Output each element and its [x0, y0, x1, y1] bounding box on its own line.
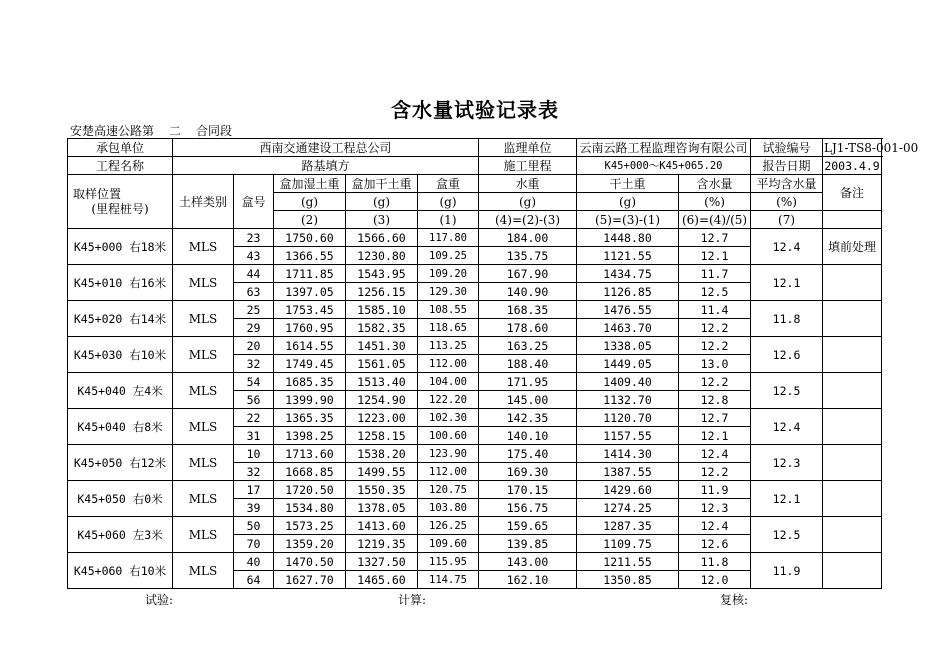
footer-review-label: 复核:: [720, 593, 749, 607]
wet-cell: 1534.80: [274, 499, 346, 517]
report-date-value: 2003.4.9: [824, 158, 880, 173]
box-weight-cell: 123.90: [418, 445, 479, 463]
sample-location: K45+030 右10米: [68, 337, 173, 373]
dry-cell: 1561.05: [346, 355, 418, 373]
box-weight-cell: 129.30: [418, 283, 479, 301]
dry-soil-cell: 1350.85: [577, 571, 679, 589]
average-moisture: 12.5: [751, 517, 823, 553]
page-title: 含水量试验记录表: [391, 98, 559, 122]
wet-cell: 1720.50: [274, 481, 346, 499]
soil-type: MLS: [173, 481, 234, 517]
dry-soil-cell: 1157.55: [577, 427, 679, 445]
remark-cell: [823, 409, 882, 445]
dry-cell: 1451.30: [346, 337, 418, 355]
water-cell: 143.00: [479, 553, 577, 571]
box-number: 50: [234, 517, 274, 535]
remarks-header: 备注: [823, 175, 882, 211]
dry-cell: 1258.15: [346, 427, 418, 445]
water-cell: 140.90: [479, 283, 577, 301]
dry-soil-cell: 1126.85: [577, 283, 679, 301]
project-label: 工程名称: [68, 157, 173, 175]
box-weight-cell: 118.65: [418, 319, 479, 337]
moisture-cell: 12.0: [679, 571, 751, 589]
water-cell: 168.35: [479, 301, 577, 319]
dry-soil-cell: 1448.80: [577, 229, 679, 247]
water-unit: (g): [479, 193, 577, 211]
location-header-line1: 取样位置: [73, 186, 122, 201]
water-cell: 139.85: [479, 535, 577, 553]
dry-cell: 1413.60: [346, 517, 418, 535]
location-header: [68, 175, 173, 229]
water-cell: 188.40: [479, 355, 577, 373]
wet-formula: (2): [274, 211, 346, 229]
dry-cell: 1538.20: [346, 445, 418, 463]
dry-cell: 1230.80: [346, 247, 418, 265]
table-row: [68, 481, 882, 499]
wet-unit: (g): [274, 193, 346, 211]
moisture-header: 含水量: [679, 175, 751, 193]
box-weight-cell: 122.20: [418, 391, 479, 409]
moisture-cell: 12.7: [679, 409, 751, 427]
contract-number: 二: [154, 125, 196, 139]
table-row: [68, 229, 882, 247]
header-row-1: [68, 175, 882, 193]
average-moisture: 12.1: [751, 481, 823, 517]
average-moisture: 12.4: [751, 229, 823, 265]
dry-unit: (g): [346, 193, 418, 211]
box-number: 32: [234, 463, 274, 481]
dry-formula: (3): [346, 211, 418, 229]
location-header-line2: (里程桩号): [91, 201, 149, 216]
moisture-cell: 11.4: [679, 301, 751, 319]
water-cell: 169.30: [479, 463, 577, 481]
remark-cell: [823, 481, 882, 517]
wet-cell: 1359.20: [274, 535, 346, 553]
dry-cell: 1223.00: [346, 409, 418, 427]
footer-test-label: 试验:: [145, 593, 174, 607]
wet-cell: 1685.35: [274, 373, 346, 391]
water-cell: 156.75: [479, 499, 577, 517]
moisture-cell: 12.8: [679, 391, 751, 409]
average-moisture: 11.9: [751, 553, 823, 589]
sample-location: K45+040 右8米: [68, 409, 173, 445]
dry-soil-cell: 1409.40: [577, 373, 679, 391]
box-weight-cell: 109.25: [418, 247, 479, 265]
box-weight-unit: (g): [418, 193, 479, 211]
moisture-cell: 12.4: [679, 445, 751, 463]
avg-moisture-formula: (7): [751, 211, 823, 229]
moisture-cell: 12.1: [679, 247, 751, 265]
water-cell: 167.90: [479, 265, 577, 283]
average-moisture: 12.4: [751, 409, 823, 445]
water-cell: 178.60: [479, 319, 577, 337]
remark-cell: [823, 337, 882, 373]
table-row: [68, 373, 882, 391]
info-row-2: [68, 157, 882, 175]
dry-soil-cell: 1387.55: [577, 463, 679, 481]
moisture-formula: (6)=(4)/(5): [679, 211, 751, 229]
wet-cell: 1627.70: [274, 571, 346, 589]
table-row: [68, 301, 882, 319]
soil-type-header: 土样类别: [173, 175, 234, 229]
dry-soil-cell: 1429.60: [577, 481, 679, 499]
dry-cell: 1256.15: [346, 283, 418, 301]
average-moisture: 12.3: [751, 445, 823, 481]
sample-location: K45+000 右18米: [68, 229, 173, 265]
contractor-value: 西南交通建设工程总公司: [173, 139, 479, 157]
moisture-cell: 12.2: [679, 373, 751, 391]
soil-type: MLS: [173, 409, 234, 445]
soil-type: MLS: [173, 337, 234, 373]
dry-cell: 1254.90: [346, 391, 418, 409]
water-cell: 159.65: [479, 517, 577, 535]
dry-soil-header: 干土重: [577, 175, 679, 193]
water-cell: 162.10: [479, 571, 577, 589]
average-moisture: 12.5: [751, 373, 823, 409]
dry-cell: 1378.05: [346, 499, 418, 517]
box-number: 43: [234, 247, 274, 265]
remark-cell: 填前处理: [823, 229, 882, 265]
dry-cell: 1327.50: [346, 553, 418, 571]
avg-moisture-unit: (%): [751, 193, 823, 211]
table-row: [68, 517, 882, 535]
box-number: 54: [234, 373, 274, 391]
box-weight-cell: 108.55: [418, 301, 479, 319]
box-weight-cell: 109.60: [418, 535, 479, 553]
footer-calc-label: 计算:: [398, 593, 427, 607]
dry-cell: 1582.35: [346, 319, 418, 337]
wet-cell: 1399.90: [274, 391, 346, 409]
moisture-cell: 12.5: [679, 283, 751, 301]
sample-location: K45+010 右16米: [68, 265, 173, 301]
box-number: 17: [234, 481, 274, 499]
soil-type: MLS: [173, 229, 234, 265]
box-weight-cell: 100.60: [418, 427, 479, 445]
dry-soil-cell: 1449.05: [577, 355, 679, 373]
box-number: 20: [234, 337, 274, 355]
contractor-label: 承包单位: [68, 139, 173, 157]
box-number: 29: [234, 319, 274, 337]
dry-soil-cell: 1211.55: [577, 553, 679, 571]
water-cell: 140.10: [479, 427, 577, 445]
table-row: [68, 445, 882, 463]
box-weight-cell: 117.80: [418, 229, 479, 247]
info-row-1: [68, 139, 882, 157]
moisture-cell: 11.8: [679, 553, 751, 571]
water-cell: 145.00: [479, 391, 577, 409]
dry-soil-cell: 1121.55: [577, 247, 679, 265]
soil-type: MLS: [173, 301, 234, 337]
dry-soil-cell: 1132.70: [577, 391, 679, 409]
sample-location: K45+040 左4米: [68, 373, 173, 409]
dry-soil-cell: 1274.25: [577, 499, 679, 517]
box-weight-cell: 112.00: [418, 463, 479, 481]
wet-cell: 1397.05: [274, 283, 346, 301]
remark-cell: [823, 373, 882, 409]
box-weight-cell: 109.20: [418, 265, 479, 283]
dry-soil-cell: 1338.05: [577, 337, 679, 355]
sample-location: K45+060 右10米: [68, 553, 173, 589]
dry-soil-cell: 1463.70: [577, 319, 679, 337]
box-weight-formula: (1): [418, 211, 479, 229]
remark-cell: [823, 517, 882, 553]
moisture-test-table: [67, 138, 919, 589]
wet-cell: 1573.25: [274, 517, 346, 535]
dry-soil-cell: 1414.30: [577, 445, 679, 463]
water-cell: 171.95: [479, 373, 577, 391]
wet-cell: 1366.55: [274, 247, 346, 265]
moisture-cell: 12.4: [679, 517, 751, 535]
moisture-cell: 12.7: [679, 229, 751, 247]
box-number: 22: [234, 409, 274, 427]
soil-type: MLS: [173, 553, 234, 589]
contract-suffix: 合同段: [196, 124, 233, 138]
box-weight-cell: 120.75: [418, 481, 479, 499]
water-formula: (4)=(2)-(3): [479, 211, 577, 229]
table-row: [68, 265, 882, 283]
box-weight-header: 盒重: [418, 175, 479, 193]
table-row: [68, 553, 882, 571]
dry-cell: 1219.35: [346, 535, 418, 553]
soil-type: MLS: [173, 517, 234, 553]
mileage-value: K45+000～K45+065.20: [577, 157, 751, 175]
box-weight-cell: 102.30: [418, 409, 479, 427]
wet-cell: 1711.85: [274, 265, 346, 283]
dry-header: 盒加干土重: [346, 175, 418, 193]
project-value: 路基填方: [173, 157, 479, 175]
dry-cell: 1566.60: [346, 229, 418, 247]
dry-cell: 1585.10: [346, 301, 418, 319]
box-weight-cell: 115.95: [418, 553, 479, 571]
water-header: 水重: [479, 175, 577, 193]
contract-line: [70, 122, 232, 139]
test-no-value: LJ1-TS8-001-00: [824, 140, 919, 155]
wet-cell: 1753.45: [274, 301, 346, 319]
box-number: 40: [234, 553, 274, 571]
sample-location: K45+050 右12米: [68, 445, 173, 481]
table-row: [68, 409, 882, 427]
box-weight-cell: 126.25: [418, 517, 479, 535]
soil-type: MLS: [173, 373, 234, 409]
dry-cell: 1543.95: [346, 265, 418, 283]
box-number: 31: [234, 427, 274, 445]
box-weight-cell: 112.00: [418, 355, 479, 373]
sample-location: K45+060 左3米: [68, 517, 173, 553]
box-number: 63: [234, 283, 274, 301]
dry-cell: 1513.40: [346, 373, 418, 391]
sample-location: K45+020 右14米: [68, 301, 173, 337]
dry-cell: 1499.55: [346, 463, 418, 481]
box-number: 44: [234, 265, 274, 283]
moisture-cell: 12.6: [679, 535, 751, 553]
box-number: 10: [234, 445, 274, 463]
remark-cell: [823, 301, 882, 337]
wet-cell: 1470.50: [274, 553, 346, 571]
average-moisture: 11.8: [751, 301, 823, 337]
average-moisture: 12.1: [751, 265, 823, 301]
dry-soil-formula: (5)=(3)-(1): [577, 211, 679, 229]
box-number: 25: [234, 301, 274, 319]
remark-cell: [823, 445, 882, 481]
moisture-cell: 12.2: [679, 337, 751, 355]
box-number: 23: [234, 229, 274, 247]
dry-soil-cell: 1434.75: [577, 265, 679, 283]
wet-cell: 1713.60: [274, 445, 346, 463]
water-cell: 163.25: [479, 337, 577, 355]
contract-prefix: 安楚高速公路第: [70, 124, 155, 138]
dry-soil-cell: 1287.35: [577, 517, 679, 535]
box-number: 64: [234, 571, 274, 589]
box-weight-cell: 114.75: [418, 571, 479, 589]
box-weight-cell: 113.25: [418, 337, 479, 355]
average-moisture: 12.6: [751, 337, 823, 373]
remark-cell: [823, 553, 882, 589]
water-cell: 170.15: [479, 481, 577, 499]
water-cell: 135.75: [479, 247, 577, 265]
supervisor-label: 监理单位: [479, 139, 577, 157]
moisture-unit: (%): [679, 193, 751, 211]
wet-cell: 1749.45: [274, 355, 346, 373]
remark-cell: [823, 265, 882, 301]
box-number: 39: [234, 499, 274, 517]
dry-cell: 1465.60: [346, 571, 418, 589]
soil-type: MLS: [173, 265, 234, 301]
dry-soil-cell: 1109.75: [577, 535, 679, 553]
moisture-cell: 11.9: [679, 481, 751, 499]
avg-moisture-header: 平均含水量: [751, 175, 823, 193]
supervisor-value: 云南云路工程监理咨询有限公司: [577, 139, 751, 157]
wet-cell: 1365.35: [274, 409, 346, 427]
moisture-cell: 12.2: [679, 319, 751, 337]
remarks-formula: [823, 211, 882, 229]
dry-soil-unit: (g): [577, 193, 679, 211]
test-no-label: 试验编号: [751, 139, 823, 157]
sample-location: K45+050 右0米: [68, 481, 173, 517]
moisture-cell: 12.3: [679, 499, 751, 517]
wet-cell: 1760.95: [274, 319, 346, 337]
water-cell: 142.35: [479, 409, 577, 427]
dry-soil-cell: 1476.55: [577, 301, 679, 319]
water-cell: 175.40: [479, 445, 577, 463]
box-number: 70: [234, 535, 274, 553]
box-number: 56: [234, 391, 274, 409]
box-weight-cell: 103.80: [418, 499, 479, 517]
dry-cell: 1550.35: [346, 481, 418, 499]
water-cell: 184.00: [479, 229, 577, 247]
moisture-cell: 11.7: [679, 265, 751, 283]
moisture-cell: 12.1: [679, 427, 751, 445]
box-number: 32: [234, 355, 274, 373]
report-date-label: 报告日期: [751, 157, 823, 175]
moisture-cell: 13.0: [679, 355, 751, 373]
mileage-label: 施工里程: [479, 157, 577, 175]
wet-cell: 1398.25: [274, 427, 346, 445]
table-row: [68, 337, 882, 355]
soil-type: MLS: [173, 445, 234, 481]
dry-soil-cell: 1120.70: [577, 409, 679, 427]
wet-header: 盒加湿土重: [274, 175, 346, 193]
box-no-header: 盒号: [234, 175, 274, 229]
wet-cell: 1668.85: [274, 463, 346, 481]
wet-cell: 1750.60: [274, 229, 346, 247]
box-weight-cell: 104.00: [418, 373, 479, 391]
wet-cell: 1614.55: [274, 337, 346, 355]
moisture-cell: 12.2: [679, 463, 751, 481]
